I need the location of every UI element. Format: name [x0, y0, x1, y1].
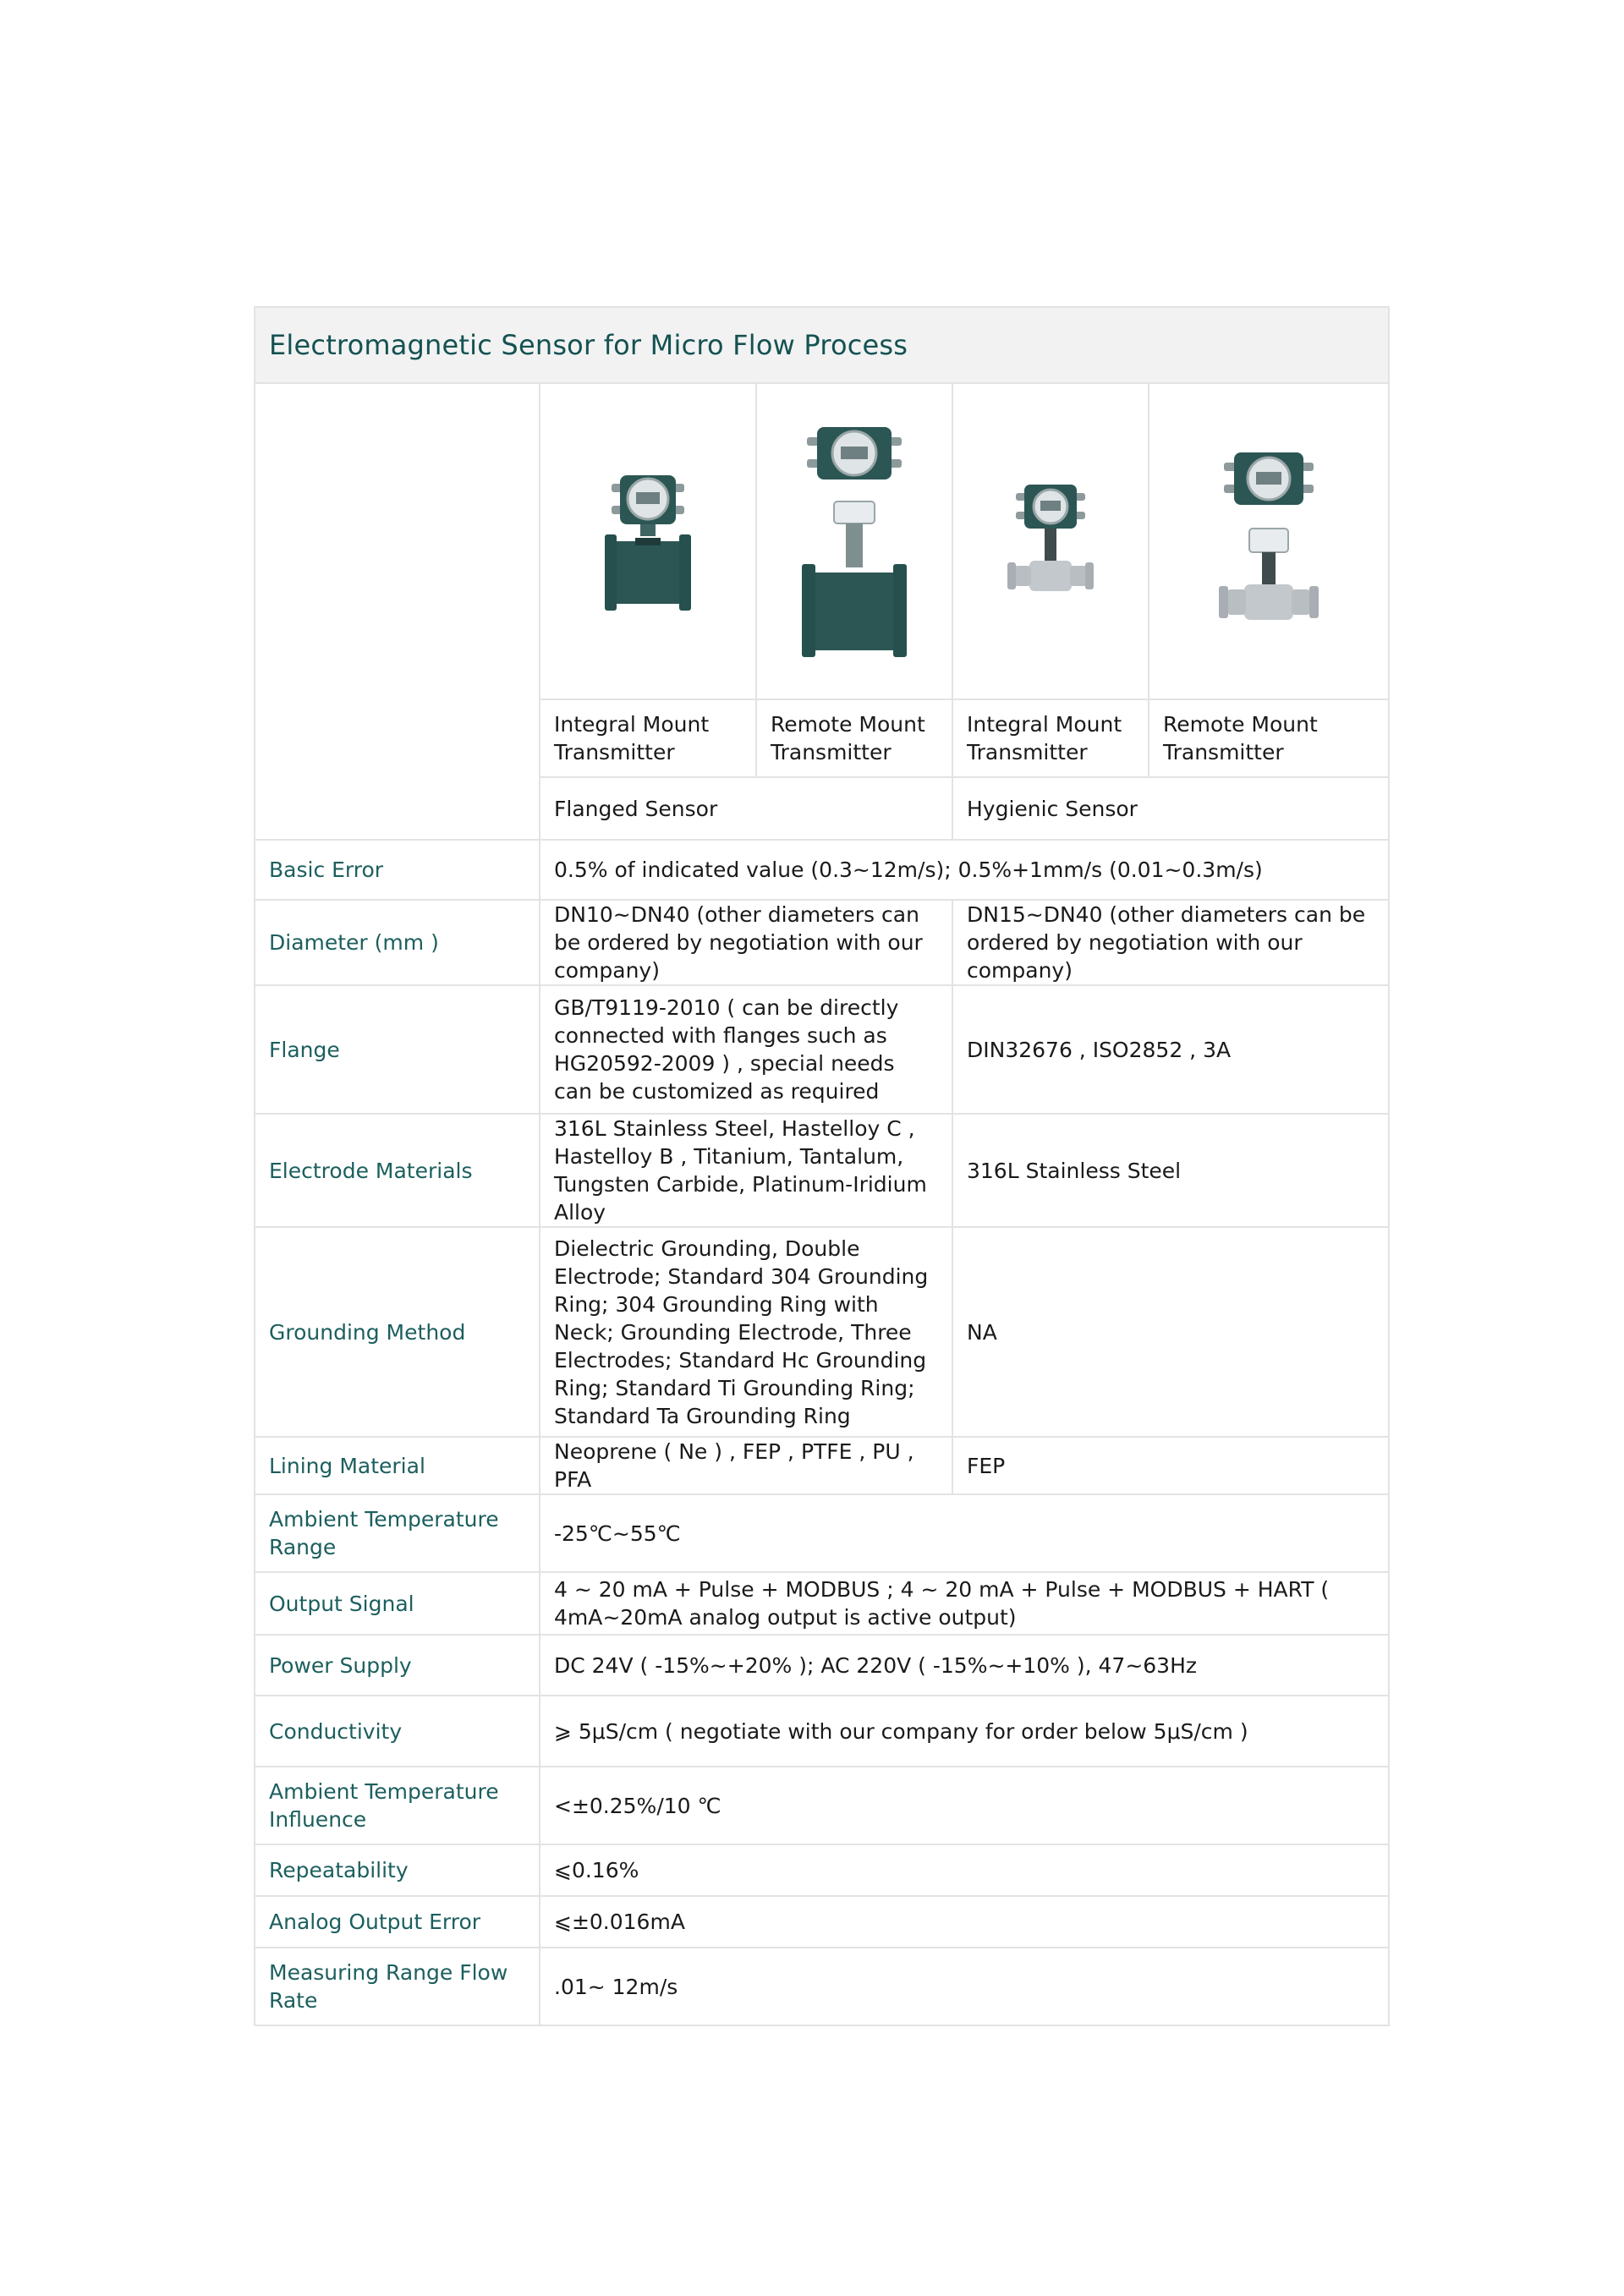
spec-row-repeatability — [255, 1844, 1389, 1896]
mount-type-1: Integral Mount Transmitter — [540, 699, 756, 777]
spec-value: DC 24V ( -15%~+20% ); AC 220V ( -15%~+10% ), 47~63Hz — [540, 1635, 1389, 1696]
spec-label: Diameter (mm ) — [255, 900, 540, 985]
product-image-cell-1 — [540, 383, 756, 699]
spec-row-flange — [255, 985, 1389, 1114]
spec-label: Flange — [255, 985, 540, 1114]
spec-row-ambient-range — [255, 1494, 1389, 1572]
spec-value: -25℃~55℃ — [540, 1494, 1389, 1572]
spec-row-ambient-influence — [255, 1767, 1389, 1844]
spec-row-grounding — [255, 1227, 1389, 1437]
mount-type-4: Remote Mount Transmitter — [1149, 699, 1389, 777]
title-row — [255, 307, 1389, 383]
spec-sheet — [254, 306, 1388, 2026]
spec-value: <±0.25%/10 ℃ — [540, 1767, 1389, 1844]
spec-value-flanged: Dielectric Grounding, Double Electrode; Standard 304 Grounding Ring; 304 Grounding Ring with Neck; Grounding Electrode, Three Electrodes; Standard Hc Grounding Ring; Standard Ti Grounding Ring; Standard Ta Grounding Ring — [540, 1227, 952, 1437]
spec-value-hygienic: 316L Stainless Steel — [952, 1114, 1389, 1227]
spec-value-flanged: 316L Stainless Steel, Hastelloy C , Hastelloy B , Titanium, Tantalum, Tungsten Carbide, Platinum-Iridium Alloy — [540, 1114, 952, 1227]
spec-row-basic-error — [255, 840, 1389, 900]
integral-flanged-flowmeter-icon — [593, 465, 703, 617]
spec-value: 0.5% of indicated value (0.3~12m/s); 0.5%+1mm/s (0.01~0.3m/s) — [540, 840, 1389, 900]
corner-blank-cell — [255, 383, 540, 840]
spec-value-hygienic: DN15~DN40 (other diameters can be ordered by negotiation with our company) — [952, 900, 1389, 985]
spec-table — [254, 306, 1390, 2026]
spec-label: Power Supply — [255, 1635, 540, 1696]
spec-value: .01~ 12m/s — [540, 1948, 1389, 2025]
mount-type-3: Integral Mount Transmitter — [952, 699, 1149, 777]
sensor-type-hygienic: Hygienic Sensor — [952, 777, 1389, 840]
sensor-type-flanged: Flanged Sensor — [540, 777, 952, 840]
spec-value: ⩾ 5μS/cm ( negotiate with our company for order below 5μS/cm ) — [540, 1696, 1389, 1767]
product-image-cell-2 — [756, 383, 952, 699]
spec-value-flanged: Neoprene ( Ne ) , FEP , PTFE , PU , PFA — [540, 1437, 952, 1494]
spec-label: Grounding Method — [255, 1227, 540, 1437]
spec-value-flanged: DN10~DN40 (other diameters can be ordered by negotiation with our company) — [540, 900, 952, 985]
spec-row-diameter — [255, 900, 1389, 985]
spec-label: Electrode Materials — [255, 1114, 540, 1227]
product-images-row — [255, 383, 1389, 699]
spec-label: Lining Material — [255, 1437, 540, 1494]
spec-label: Conductivity — [255, 1696, 540, 1767]
spec-row-power — [255, 1635, 1389, 1696]
mount-type-2: Remote Mount Transmitter — [756, 699, 952, 777]
spec-label: Repeatability — [255, 1844, 540, 1896]
remote-flanged-flowmeter-icon — [795, 419, 914, 664]
spec-value: 4 ~ 20 mA + Pulse + MODBUS ; 4 ~ 20 mA + Pulse + MODBUS + HART ( 4mA~20mA analog output is active output) — [540, 1572, 1389, 1635]
spec-value-hygienic: FEP — [952, 1437, 1389, 1494]
spec-row-analog-error — [255, 1896, 1389, 1948]
spec-row-range — [255, 1948, 1389, 2025]
spec-value-hygienic: DIN32676 , ISO2852 , 3A — [952, 985, 1389, 1114]
spec-row-conductivity — [255, 1696, 1389, 1767]
spec-value: ⩽±0.016mA — [540, 1896, 1389, 1948]
spec-label: Basic Error — [255, 840, 540, 900]
spec-value-hygienic: NA — [952, 1227, 1389, 1437]
page-title: Electromagnetic Sensor for Micro Flow Process — [255, 307, 1389, 383]
product-image-cell-4 — [1149, 383, 1389, 699]
spec-label: Ambient Temperature Influence — [255, 1767, 540, 1844]
spec-label: Output Signal — [255, 1572, 540, 1635]
spec-label: Ambient Temperature Range — [255, 1494, 540, 1572]
spec-value: ⩽0.16% — [540, 1844, 1389, 1896]
spec-label: Measuring Range Flow Rate — [255, 1948, 540, 2025]
remote-hygienic-flowmeter-icon — [1214, 444, 1324, 638]
spec-value-flanged: GB/T9119-2010 ( can be directly connected with flanges such as HG20592-2009 ) , special needs can be customized as required — [540, 985, 952, 1114]
spec-row-lining — [255, 1437, 1389, 1494]
spec-label: Analog Output Error — [255, 1896, 540, 1948]
spec-row-output — [255, 1572, 1389, 1635]
product-image-cell-3 — [952, 383, 1149, 699]
spec-row-electrode — [255, 1114, 1389, 1227]
integral-hygienic-flowmeter-icon — [1004, 478, 1097, 605]
